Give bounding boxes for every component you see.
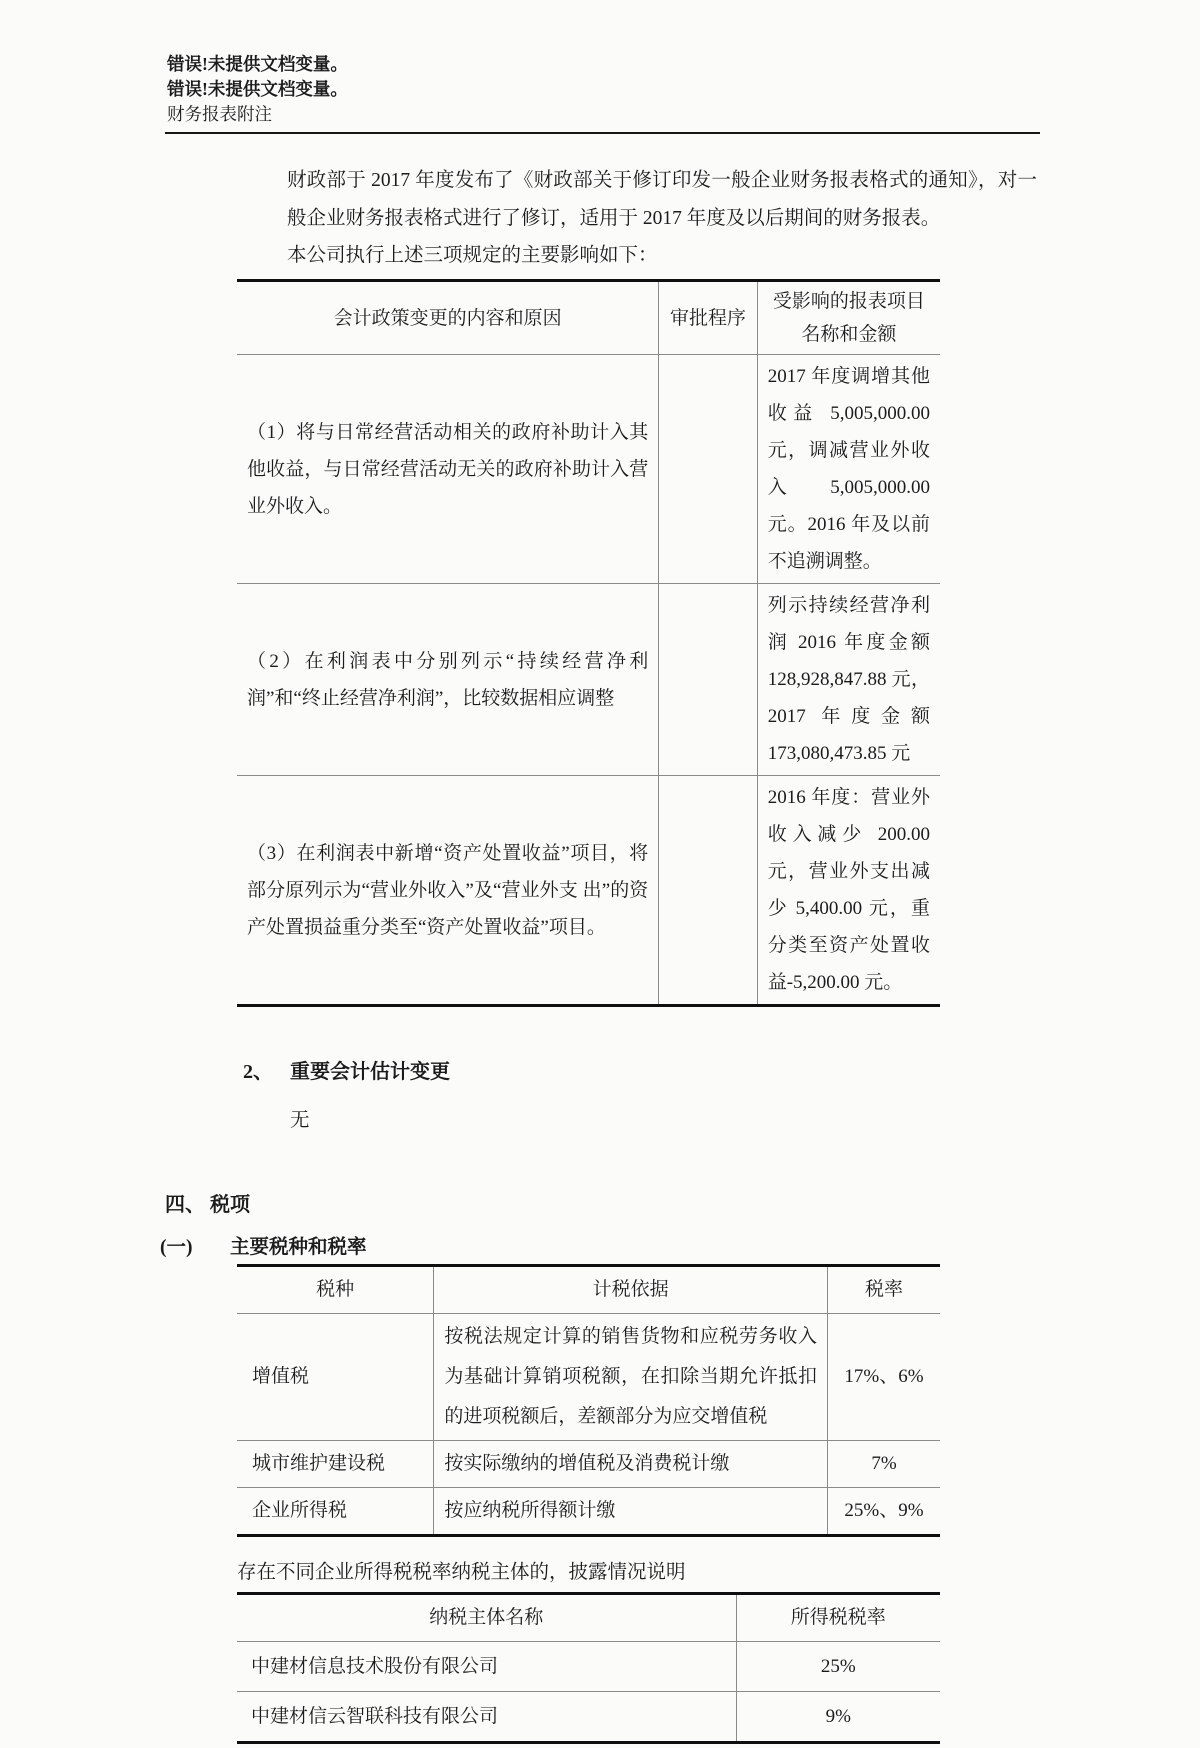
entity-row2-name: 中建材信云智联科技有限公司	[237, 1692, 736, 1743]
header-subtitle: 财务报表附注	[167, 104, 272, 124]
entity-table-header-row	[237, 1594, 940, 1642]
entity-header-rate: 所得税税率	[736, 1594, 940, 1642]
tax-table-header-row	[237, 1266, 940, 1314]
section-2-body: 无	[290, 1110, 310, 1131]
policy-row1-impact: 2017 年度调增其他收益 5,005,000.00 元，调减营业外收入 5,005,000.00 元。2016 年及以前不追溯调整。	[757, 355, 940, 584]
tax-row1-basis: 按税法规定计算的销售货物和应税劳务收入为基础计算销项税额，在扣除当期允许抵扣的进项税额后，差额部分为应交增值税	[434, 1314, 828, 1441]
header-error-line-1: 错误!未提供文档变量。	[167, 54, 348, 74]
policy-row2-content: （2）在利润表中分别列示“持续经营净利润”和“终止经营净利润”，比较数据相应调整	[237, 584, 659, 776]
subsection-1-title: 主要税种和税率	[230, 1237, 367, 1258]
tax-row3-basis: 按应纳税所得额计缴	[434, 1488, 828, 1536]
policy-row3-impact: 2016 年度：营业外收入减少 200.00 元，营业外支出减少 5,400.00 元，重分类至资产处置收益-5,200.00 元。	[757, 776, 940, 1006]
policy-row2-approval	[659, 584, 757, 776]
intro-paragraph: 财政部于 2017 年度发布了《财政部关于修订印发一般企业财务报表格式的通知》，对一般企业财务报表格式进行了修订，适用于 2017 年度及以后期间的财务报表。	[287, 170, 1037, 229]
entity-row1-rate: 25%	[736, 1642, 940, 1692]
document-header	[167, 52, 1040, 127]
policy-row1-approval	[659, 355, 757, 584]
policy-row3-content: （3）在利润表中新增“资产处置收益”项目，将 部分原列示为“营业外收入”及“营业外支 出”的资产处置损益重分类至“资产处置收益”项目。	[237, 776, 659, 1006]
tax-row2-basis: 按实际缴纳的增值税及消费税计缴	[434, 1441, 828, 1488]
table-row	[237, 1314, 940, 1441]
section-2-title: 重要会计估计变更	[290, 1061, 450, 1083]
policy-table-intro: 本公司执行上述三项规定的主要影响如下：	[287, 245, 658, 266]
section-4-title: 税项	[210, 1194, 250, 1216]
policy-header-content: 会计政策变更的内容和原因	[237, 281, 659, 355]
section-2-number: 2、	[243, 1061, 273, 1083]
section-2-heading	[243, 1055, 1200, 1084]
tax-header-basis: 计税依据	[434, 1266, 828, 1314]
table-row	[237, 1642, 940, 1692]
section-4-heading	[165, 1188, 1200, 1217]
policy-header-impact: 受影响的报表项目名称和金额	[757, 281, 940, 355]
table-row	[237, 584, 940, 776]
tax-row2-rate: 7%	[828, 1441, 940, 1488]
section-4-number: 四、	[165, 1194, 205, 1216]
table-row	[237, 776, 940, 1006]
tax-row3-rate: 25%、9%	[828, 1488, 940, 1536]
table-row	[237, 1488, 940, 1536]
tax-row1-rate: 17%、6%	[828, 1314, 940, 1441]
table-row	[237, 355, 940, 584]
policy-row2-impact: 列示持续经营净利润 2016 年度金额 128,928,847.88 元，2017 年度金额 173,080,473.85 元	[757, 584, 940, 776]
policy-change-table	[237, 279, 940, 1007]
header-error-line-2: 错误!未提供文档变量。	[167, 79, 348, 99]
tax-row2-type: 城市维护建设税	[237, 1441, 434, 1488]
tax-row1-type: 增值税	[237, 1314, 434, 1441]
tax-rate-table	[237, 1264, 940, 1537]
subsection-1-heading	[160, 1231, 1200, 1259]
document-page	[0, 52, 1200, 1748]
entity-row2-rate: 9%	[736, 1692, 940, 1743]
policy-row1-content: （1）将与日常经营活动相关的政府补助计入其他收益，与日常经营活动无关的政府补助计入营业外收入。	[237, 355, 659, 584]
policy-header-approval: 审批程序	[659, 281, 757, 355]
tax-header-type: 税种	[237, 1266, 434, 1314]
header-divider	[165, 132, 1040, 134]
subsection-1-number: (一)	[160, 1237, 193, 1258]
table-row	[237, 1692, 940, 1743]
disclosure-note: 存在不同企业所得税税率纳税主体的，披露情况说明	[237, 1562, 686, 1583]
tax-header-rate: 税率	[828, 1266, 940, 1314]
entity-header-name: 纳税主体名称	[237, 1594, 736, 1642]
table-row	[237, 1441, 940, 1488]
policy-row3-approval	[659, 776, 757, 1006]
entity-row1-name: 中建材信息技术股份有限公司	[237, 1642, 736, 1692]
taxpayer-entity-table	[237, 1592, 940, 1744]
tax-row3-type: 企业所得税	[237, 1488, 434, 1536]
policy-table-header-row	[237, 281, 940, 355]
